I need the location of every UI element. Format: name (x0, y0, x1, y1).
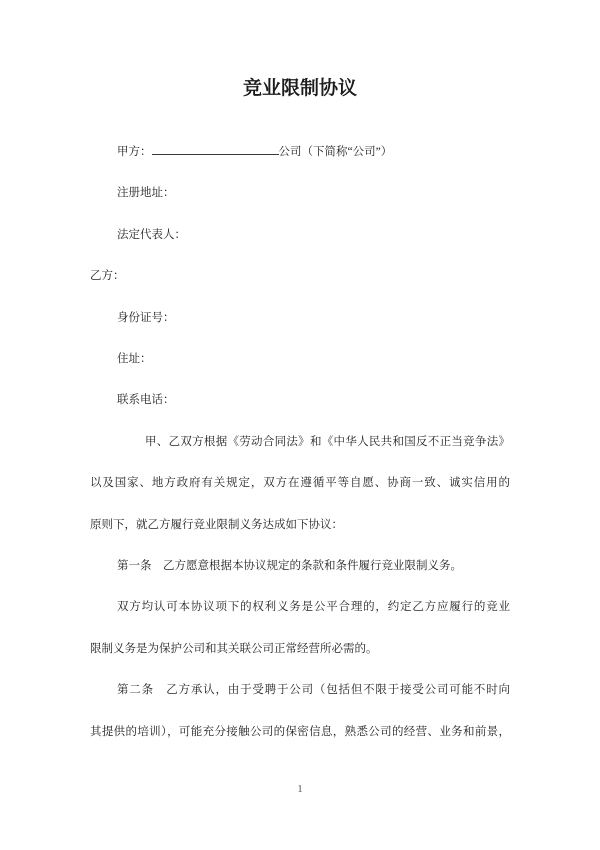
preamble-line-1: 甲、乙双方根据《劳动合同法》和《中华人民共和国反不正当竞争法》 (145, 435, 510, 448)
field-id-number: 身份证号： (117, 311, 175, 324)
preamble-line-3: 原则下，就乙方履行竞业限制义务达成如下协议： (90, 518, 343, 531)
party-a-label: 甲方： (117, 146, 152, 158)
field-party-b: 乙方： (90, 270, 125, 283)
field-legal-representative: 法定代表人： (117, 228, 186, 241)
preamble-line-2: 以及国家、地方政府有关规定，双方在遵循平等自愿、协商一致、诚实信用的 (90, 477, 510, 490)
article-2-line-1: 第二条 乙方承认，由于受聘于公司（包括但不限于接受公司可能不时向 (117, 684, 510, 697)
field-home-address: 住址： (117, 353, 152, 366)
article-1-line-3: 限制义务是为保护公司和其关联公司正常经营所必需的。 (90, 642, 378, 655)
article-1-line-1: 第一条 乙方愿意根据本协议规定的条款和条件履行竞业限制义务。 (117, 560, 462, 573)
article-2-line-2: 其提供的培训），可能充分接触公司的保密信息，熟悉公司的经营、业务和前景， (90, 725, 510, 738)
field-contact-phone: 联系电话： (117, 394, 175, 407)
party-a-suffix: 公司（下简称“公司”） (278, 146, 393, 158)
article-1-line-2: 双方均认可本协议项下的权利义务是公平合理的，约定乙方应履行的竞业 (117, 601, 510, 614)
page-number: 1 (297, 783, 303, 795)
field-registered-address: 注册地址： (117, 187, 175, 200)
document-title: 竞业限制协议 (242, 78, 357, 99)
field-party-a (90, 132, 510, 173)
party-a-blank-line (152, 142, 279, 155)
document-body (90, 132, 510, 753)
